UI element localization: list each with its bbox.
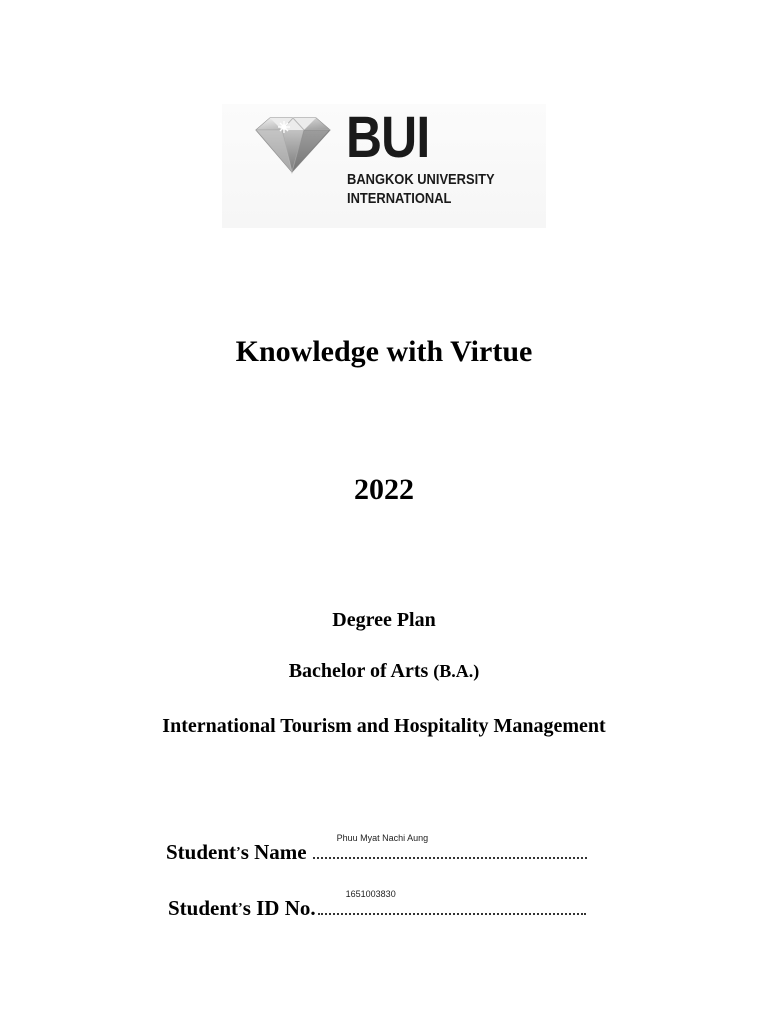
student-name-fill-line [313, 833, 587, 859]
student-id-label-end: s ID No. [242, 896, 316, 920]
program-name: International Tourism and Hospitality Management [162, 715, 606, 737]
student-name-label-apostrophe: ’ [236, 845, 241, 860]
logo-subtitle-line-2: INTERNATIONAL [347, 190, 452, 207]
student-name-label-end: s Name [240, 840, 307, 864]
year-heading: 2022 [354, 473, 414, 506]
student-name-field [166, 833, 587, 867]
student-id-label-apostrophe: ’ [238, 901, 243, 916]
degree-name: Bachelor of Arts [288, 660, 429, 682]
motto-heading: Knowledge with Virtue [235, 335, 533, 368]
logo-wordmark: BUI [346, 105, 430, 170]
student-id-field [168, 889, 586, 923]
student-id-label-start: Student [168, 896, 239, 920]
logo-subtitle-line-1: BANGKOK UNIVERSITY [347, 171, 495, 188]
degree-title [0, 657, 768, 685]
university-logo [222, 104, 546, 228]
document-type: Degree Plan [332, 609, 436, 631]
student-id-value: 1651003830 [345, 889, 396, 899]
degree-abbreviation: (B.A.) [433, 661, 480, 681]
diamond-gem-icon [252, 114, 334, 176]
student-name-value: Phuu Myat Nachi Aung [336, 833, 429, 843]
student-name-label-start: Student [166, 840, 237, 864]
student-id-fill-line [318, 889, 586, 915]
